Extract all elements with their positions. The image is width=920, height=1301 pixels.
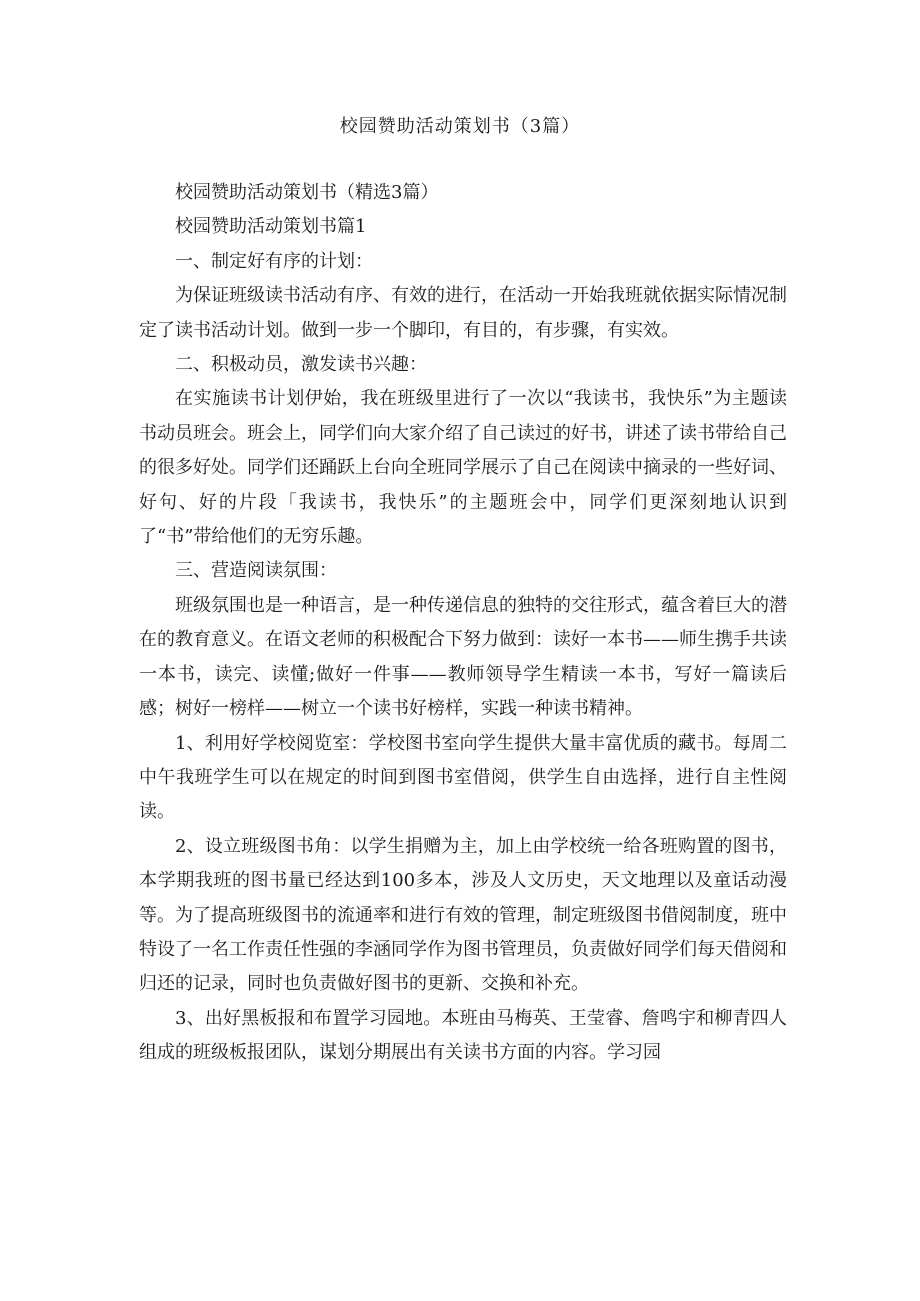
heading-mobilize: 二、积极动员，激发读书兴趣： [175, 354, 427, 376]
section-heading: 校园赞助活动策划书篇1 [175, 216, 367, 238]
list-item-book-corner: 2、设立班级图书角：以学生捐赠为主，加上由学校统一给各班购置的图书，本学期我班的图书量已经达到100多本，涉及人文历史，天文地理以及童话动漫等。为了提高班级图书的流通率和进行有效的管理，制定班级图书借阅制度，班中特设了一名工作责任性强的李涵同学作为图书管理员，负责做好同学们每天借阅和归还的记录，同时也负责做好图书的更新、交换和补充。 [139, 835, 787, 995]
heading-plan: 一、制定好有序的计划： [175, 250, 373, 272]
list-item-blackboard: 3、出好黑板报和布置学习园地。本班由马梅英、王莹睿、詹鸣宇和柳青四人组成的班级板报团队，谋划分期展出有关读书方面的内容。学习园 [139, 1007, 787, 1064]
heading-atmosphere: 三、营造阅读氛围： [175, 560, 337, 582]
document-body [139, 176, 787, 1071]
body-paragraph: 为保证班级读书活动有序、有效的进行，在活动一开始我班就依据实际情况制定了读书活动计划。做到一步一个脚印，有目的，有步骤，有实效。 [139, 285, 787, 341]
list-item-reading-room: 1、利用好学校阅览室：学校图书室向学生提供大量丰富优质的藏书。每周二中午我班学生可以在规定的时间到图书室借阅，供学生自由选择，进行自主性阅读。 [139, 732, 787, 823]
subtitle-paragraph: 校园赞助活动策划书（精选3篇） [175, 182, 439, 203]
body-paragraph: 班级氛围也是一种语言，是一种传递信息的独特的交往形式，蕴含着巨大的潜在的教育意义。在语文老师的积极配合下努力做到：读好一本书——师生携手共读一本书，读完、读懂;做好一件事——教师领导学生精读一本书，写好一篇读后感；树好一榜样——树立一个读书好榜样，实践一种读书精神。 [139, 594, 787, 720]
body-paragraph: 在实施读书计划伊始，我在班级里进行了一次以“我读书，我快乐”为主题读书动员班会。班会上，同学们向大家介绍了自己读过的好书，讲述了读书带给自己的很多好处。同学们还踊跃上台向全班同学展示了自己在阅读中摘录的一些好词、好句、好的片段「我读书，我快乐”的主题班会中，同学们更深刻地认识到了“书”带给他们的无穷乐趣。 [139, 388, 787, 548]
document-title: 校园赞助活动策划书（3篇） [339, 116, 581, 137]
